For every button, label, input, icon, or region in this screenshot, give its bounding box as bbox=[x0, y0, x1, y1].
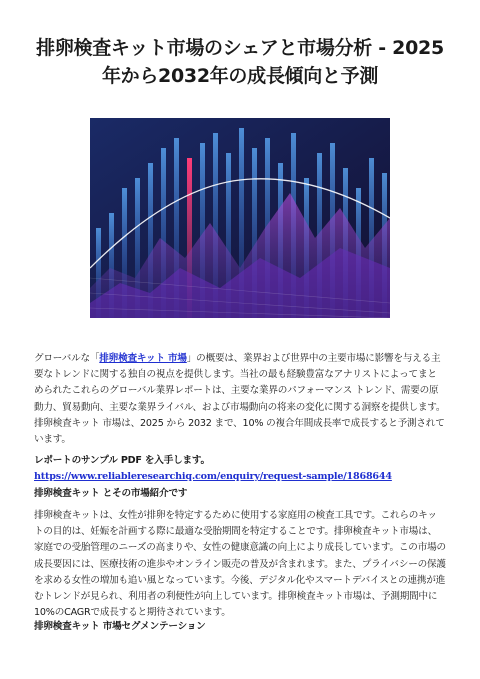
section-heading-segmentation: 排卵検査キット 市場セグメンテーション bbox=[34, 621, 206, 632]
market-keyword-link[interactable]: 排卵検査キット 市場 bbox=[99, 353, 187, 364]
market-chart-illustration bbox=[90, 118, 390, 318]
intro-paragraph: グローバルな「排卵検査キット 市場」の概要は、業界および世界中の主要市場に影響を与える主要なトレンドに関する独自の視点を提供します。当社の最も経験豊富なアナリストによってまとめられたこれらのグローバル業界レポートは、主要な業界のパフォーマンス トレンド、需要の原動力、貿易動向、主要な業界ライバル、および市場動向の将来の変化に関する洞察を提供します。排卵検査キット 市場は、2025 から 2032 まで、10% の複合年間成長率で成長すると予測されています。 bbox=[34, 353, 446, 446]
title-line-2: 年から2032年の成長傾向と予測 bbox=[101, 65, 379, 87]
page-title bbox=[28, 34, 452, 90]
title-line-1: 排卵検査キット市場のシェアと市場分析 - 2025 bbox=[36, 37, 444, 59]
hero-image bbox=[90, 118, 390, 318]
introduction-paragraph: 排卵検査キットは、女性が排卵を特定するために使用する家庭用の検査工具です。これらのキットの目的は、妊娠を計画する際に最適な受胎期間を特定することです。排卵検査キット市場は、家庭での受胎管理のニーズの高まりや、女性の健康意識の向上により成長しています。この市場の成長要因には、医療技術の進歩やオンライン販売の普及が含まれます。また、プライバシーの保護を求める女性の増加も追い風となっています。今後、デジタル化やスマートデバイスとの連携が進むトレンドが見られ、利用者の利便性が向上しています。排卵検査キット市場は、予測期間中に10%のCAGRで成長すると期待されています。 bbox=[34, 510, 446, 619]
sample-request-paragraph: レポートのサンプル PDF を入手します。 https://www.reliableresearchiq.com/enquiry/request-sample/1868644 bbox=[34, 455, 392, 483]
section-heading-introduction: 排卵検査キット とその市場紹介です bbox=[34, 488, 188, 499]
sample-request-link[interactable]: https://www.reliableresearchiq.com/enquiry/request-sample/1868644 bbox=[34, 471, 392, 483]
